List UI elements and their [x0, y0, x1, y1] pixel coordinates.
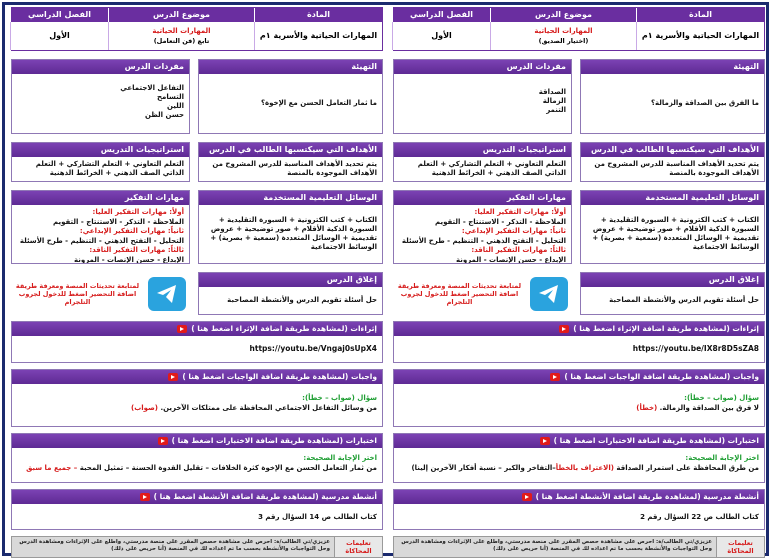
closing-title: إغلاق الدرس	[199, 273, 382, 287]
vocab-item: الزمالة	[542, 97, 566, 105]
youtube-icon[interactable]	[522, 493, 532, 501]
closing-text: حل أسئلة تقويم الدرس والأنشطة المصاحبة	[227, 296, 377, 304]
vocab-item: الصداقة	[538, 88, 566, 96]
objectives-text: يتم تحديد الأهداف المناسبة للدرس المشروح من الأهداف الموجودة بالمنصة	[212, 160, 377, 177]
closing-title: إغلاق الدرس	[581, 273, 764, 287]
header-table	[393, 7, 765, 51]
objectives-title: الأهداف التي سيكتسبها الطالب في الدرس	[199, 143, 382, 157]
term-label: الفصل الدراسي	[10, 8, 108, 22]
homework-question-type: سؤال (صواب – خطأ):	[302, 394, 377, 402]
term-value: الأول	[10, 22, 108, 50]
thinking-l2-text: التحليل - التفتح الذهني - التنظيم - طرح الأسئلة	[19, 236, 184, 245]
thinking-l1-text: الملاحظة - التذكر - الاستنتاج - التقويم	[52, 217, 184, 226]
thinking-l1-title: أولاً: مهارات التفكير العليا:	[92, 208, 184, 216]
strategies-title: استراتيجيات التدريس	[12, 143, 189, 157]
term-label: الفصل الدراسي	[392, 8, 490, 22]
intro-title: التهيئة	[199, 60, 382, 74]
youtube-icon[interactable]	[550, 373, 560, 381]
thinking-l3-title: ثالثاً: مهارات التفكير الناقد:	[471, 246, 566, 254]
tests-options: –التفاخر والكبر – نسبة أفكار الآخرين إلينا)	[411, 464, 556, 472]
footer-label: تعليمات المحاكاة	[716, 537, 764, 557]
footer-text: عزيزي/تي الطالب/ة: احرص على مشاهدة حصص المقرر على منصة مدرستي، واطلع على الإثراءات ومشاهدة الدرس وحل التواجبات والأنشطة بحسب ما تم اعداده لك في المنصة (أنا حريص على ذلك)	[19, 539, 330, 552]
tests-section	[393, 433, 765, 483]
homework-question: من وسائل التفاعل الاجتماعي المحافظة على ممتلكات الآخرين.	[160, 404, 377, 412]
intro-text: ما ثمار التعامل الحسن مع الإخوة؟	[260, 99, 377, 107]
activities-text: كتاب الطالب ص 14 السؤال رقم 3	[258, 512, 377, 521]
telegram-icon[interactable]	[530, 277, 568, 311]
enrichment-section	[11, 321, 383, 363]
thinking-l3-text: الإبداع - حسن الإنصات - المرونة	[73, 255, 184, 264]
footer-label: تعليمات المحاكاة	[334, 537, 382, 557]
lesson-plan-page-1	[393, 7, 765, 555]
homework-answer: (خطأ)	[636, 404, 658, 412]
vocab-item: حسن الظن	[144, 111, 184, 119]
term-value: الأول	[392, 22, 490, 50]
tests-section	[11, 433, 383, 483]
tests-question-type: اختر الإجابة الصحيحة:	[303, 454, 377, 462]
strategies-text: التعلم التعاوني + التعلم التشاركي + التعلم الذاتي الصف الذهني + الخرائط الذهنية	[35, 160, 184, 177]
homework-question: لا فرق بين الصداقة والزمالة.	[659, 404, 759, 412]
closing-text: حل أسئلة تقويم الدرس والأنشطة المصاحبة	[609, 296, 759, 304]
objectives-title: الأهداف التي سيكتسبها الطالب في الدرس	[581, 143, 764, 157]
media-box	[198, 190, 383, 264]
tests-answer: (الاعتراف بالخطأ	[555, 464, 614, 472]
vocab-item: التسامح	[156, 93, 184, 101]
objectives-box	[198, 142, 383, 182]
telegram-promo[interactable]	[393, 272, 572, 315]
thinking-l1-title: أولاً: مهارات التفكير العليا:	[474, 208, 566, 216]
closing-box	[198, 272, 383, 315]
vocab-item: التنمر	[546, 106, 566, 114]
lesson-plan-page-2	[11, 7, 383, 555]
topic-label: موضوع الدرس	[490, 8, 636, 22]
vocab-item: اللين	[166, 102, 184, 110]
tests-question: من طرق المحافظة على استمرار الصداقة	[616, 464, 759, 472]
thinking-l3-title: ثالثاً: مهارات التفكير الناقد:	[89, 246, 184, 254]
homework-question-type: سؤال (صواب – خطأ):	[684, 394, 759, 402]
footer-instructions	[393, 536, 765, 558]
enrichment-section	[393, 321, 765, 363]
homework-answer: (صواب)	[131, 404, 158, 412]
topic-value: المهارات الحياتية تابع (فن التعامل)	[108, 22, 254, 50]
thinking-box	[393, 190, 572, 264]
vocab-title: مفردات الدرس	[12, 60, 189, 74]
enrichment-header[interactable]: إثراءات (لمشاهدة طريقة اضافة الإثراء اضغط هنا )	[394, 322, 764, 336]
thinking-l1-text: الملاحظة - التذكر - الاستنتاج - التقويم	[434, 217, 566, 226]
media-box	[580, 190, 765, 264]
thinking-l3-text: الإبداع - حسن الإنصات - المرونة	[455, 255, 566, 264]
youtube-icon[interactable]	[168, 373, 178, 381]
tests-header[interactable]: اختبارات (لمشاهدة طريقة اضافة الاختبارات اضغط هنا )	[394, 434, 764, 448]
activities-header[interactable]: أنشطة مدرسية (لمشاهدة طريقة اضافة الأنشطة اضغط هنا )	[394, 490, 764, 504]
telegram-text: لمتابعة تحديثات المنصة ومعرفة طريقة اضافة التحضير اضغط للدخول لجروب التلجرام	[397, 281, 522, 306]
youtube-icon[interactable]	[559, 325, 569, 333]
activities-section	[393, 489, 765, 530]
vocab-title: مفردات الدرس	[394, 60, 571, 74]
tests-answer: – جميع ما سبق	[26, 464, 78, 472]
tests-question-type: اختر الإجابة الصحيحة:	[685, 454, 759, 462]
telegram-text: لمتابعة تحديثات المنصة ومعرفة طريقة اضافة التحضير اضغط للدخول لجروب التلجرام	[15, 281, 140, 306]
activities-text: كتاب الطالب ص 22 السؤال رقم 2	[640, 512, 759, 521]
activities-header[interactable]: أنشطة مدرسية (لمشاهدة طريقة اضافة الأنشطة اضغط هنا )	[12, 490, 382, 504]
intro-box	[198, 59, 383, 134]
objectives-box	[580, 142, 765, 182]
objectives-text: يتم تحديد الأهداف المناسبة للدرس المشروح من الأهداف الموجودة بالمنصة	[594, 160, 759, 177]
vocab-box	[11, 59, 190, 134]
strategies-box	[11, 142, 190, 182]
homework-section	[393, 369, 765, 427]
media-title: الوسائل التعليمية المستخدمة	[199, 191, 382, 205]
subject-label: المادة	[254, 8, 382, 22]
strategies-title: استراتيجيات التدريس	[394, 143, 571, 157]
thinking-l2-title: ثانياً: مهارات التفكير الإبداعي:	[79, 227, 184, 235]
telegram-icon[interactable]	[148, 277, 186, 311]
vocab-item: التفاعل الاجتماعي	[120, 84, 184, 92]
tests-question: من ثمار التعامل الحسن مع الإخوة كثرة الخلافات – تقليل القدوة الحسنة – تمثيل المحبة	[79, 464, 377, 472]
intro-text: ما الفرق بين الصداقة والزمالة؟	[650, 99, 759, 107]
tests-header[interactable]: اختبارات (لمشاهدة طريقة اضافة الاختبارات اضغط هنا )	[12, 434, 382, 448]
media-title: الوسائل التعليمية المستخدمة	[581, 191, 764, 205]
closing-box	[580, 272, 765, 315]
homework-header[interactable]: واجبات (لمشاهدة طريقة اضافة الواجبات اضغط هنا )	[394, 370, 764, 384]
media-text: الكتاب + كتب الكترونية + السبورة التقليدية + السبورة الذكية الأقلام + صور توضيحية + عروض تقديمية + الوسائل المتعددة (سمعية + بصرية) + الوسائط الاجتماعية	[592, 216, 759, 251]
youtube-icon[interactable]	[140, 493, 150, 501]
homework-section	[11, 369, 383, 427]
enrichment-header[interactable]: إثراءات (لمشاهدة طريقة اضافة الإثراء اضغط هنا )	[12, 322, 382, 336]
footer-text: عزيزي/تي الطالب/ة: احرص على مشاهدة حصص المقرر على منصة مدرستي، واطلع على الإثراءات ومشاهدة الدرس وحل التواجبات والأنشطة بحسب ما تم اعداده لك في المنصة (أنا حريص على ذلك)	[401, 539, 712, 552]
subject-label: المادة	[636, 8, 764, 22]
activities-section	[11, 489, 383, 530]
thinking-box	[11, 190, 190, 264]
topic-value: المهارات الحياتية (اختيار الصديق)	[490, 22, 636, 50]
intro-title: التهيئة	[581, 60, 764, 74]
youtube-icon[interactable]	[540, 437, 550, 445]
thinking-title: مهارات التفكير	[12, 191, 189, 205]
youtube-icon[interactable]	[177, 325, 187, 333]
enrichment-link[interactable]: https://youtu.be/Vngaj0sUpX4	[249, 344, 377, 353]
header-table	[11, 7, 383, 51]
thinking-l2-title: ثانياً: مهارات التفكير الإبداعي:	[461, 227, 566, 235]
enrichment-link[interactable]: https://youtu.be/IX8r8D5sZA8	[632, 344, 759, 353]
strategies-box	[393, 142, 572, 182]
topic-label: موضوع الدرس	[108, 8, 254, 22]
telegram-promo[interactable]	[11, 272, 190, 315]
subject-value: المهارات الحياتية والأسرية ١م	[254, 22, 382, 50]
vocab-box	[393, 59, 572, 134]
media-text: الكتاب + كتب الكترونية + السبورة التقليدية + السبورة الذكية الأقلام + صور توضيحية + عروض تقديمية + الوسائل المتعددة (سمعية + بصرية) + الوسائط الاجتماعية	[210, 216, 377, 251]
intro-box	[580, 59, 765, 134]
youtube-icon[interactable]	[158, 437, 168, 445]
thinking-l2-text: التحليل - التفتح الذهني - التنظيم - طرح الأسئلة	[401, 236, 566, 245]
thinking-title: مهارات التفكير	[394, 191, 571, 205]
subject-value: المهارات الحياتية والأسرية ١م	[636, 22, 764, 50]
strategies-text: التعلم التعاوني + التعلم التشاركي + التعلم الذاتي الصف الذهني + الخرائط الذهنية	[417, 160, 566, 177]
homework-header[interactable]: واجبات (لمشاهدة طريقة اضافة الواجبات اضغط هنا )	[12, 370, 382, 384]
footer-instructions	[11, 536, 383, 558]
